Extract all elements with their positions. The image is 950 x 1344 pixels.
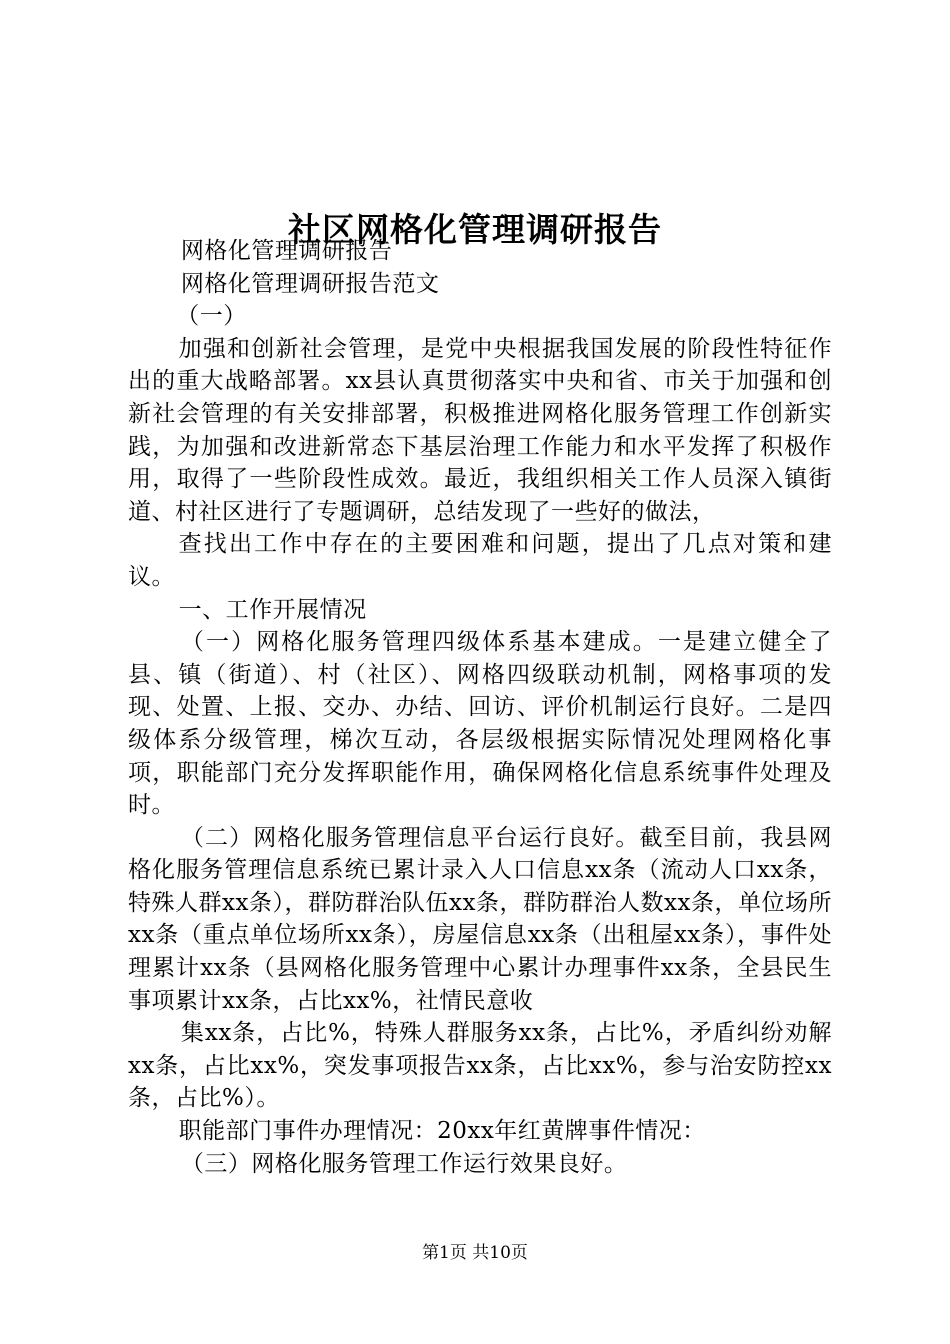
section-heading-work-status: 一、工作开展情况 (178, 596, 367, 623)
paragraph-operation-results: （三）网格化服务管理工作运行效果良好。 (180, 1150, 628, 1177)
paragraph-department-events: 职能部门事件办理情况：20xx年红黄牌事件情况： (178, 1118, 706, 1145)
paragraph-info-platform: （二）网格化服务管理信息平台运行良好。截至目前，我县网格化服务管理信息系统已累计录入人口信息xx条（流动人口xx条，特殊人群xx条），群防群治队伍xx条，群防群治人数xx条，单位场所xx条（重点单位场所xx条），房屋信息xx条（出租屋xx条），事件处理累计xx条（县网格化服务管理中心累计办理事件xx条，全县民生事项累计xx条，占比xx%，社情民意收 (128, 824, 832, 1014)
paragraph-intro-continued: 查找出工作中存在的主要困难和问题，提出了几点对策和建议。 (128, 531, 832, 590)
paragraph-info-platform-continued: 集xx条，占比%，特殊人群服务xx条，占比%，矛盾纠纷劝解xx条，占比xx%，突发事项报告xx条，占比xx%，参与治安防控xx条，占比%）。 (128, 1020, 832, 1112)
paragraph-subtitle: 网格化管理调研报告 (180, 238, 393, 264)
document-body (128, 235, 832, 1180)
page-footer: 第1页 共10页 (422, 1243, 528, 1263)
document-title: 社区网格化管理调研报告 (288, 210, 662, 250)
paragraph-intro: 加强和创新社会管理，是党中央根据我国发展的阶段性特征作出的重大战略部署。xx县认真贯彻落实中央和省、市关于加强和创新社会管理的有关安排部署，积极推进网格化服务管理工作创新实践，为加强和改进新常态下基层治理工作能力和水平发挥了积极作用，取得了一些阶段性成效。最近，我组织相关工作人员深入镇街道、村社区进行了专题调研，总结发现了一些好的做法， (128, 335, 832, 525)
paragraph-subtitle-sample: 网格化管理调研报告范文 (180, 270, 440, 297)
paragraph-section-marker: （一） (176, 303, 247, 330)
paragraph-four-level-system: （一）网格化服务管理四级体系基本建成。一是建立健全了县、镇（街道）、村（社区）、网格四级联动机制，网格事项的发现、处置、上报、交办、办结、回访、评价机制运行良好。二是四级体系分级管理，梯次互动，各层级根据实际情况处理网格化事项，职能部门充分发挥职能作用，确保网格化信息系统事件处理及时。 (128, 629, 832, 819)
